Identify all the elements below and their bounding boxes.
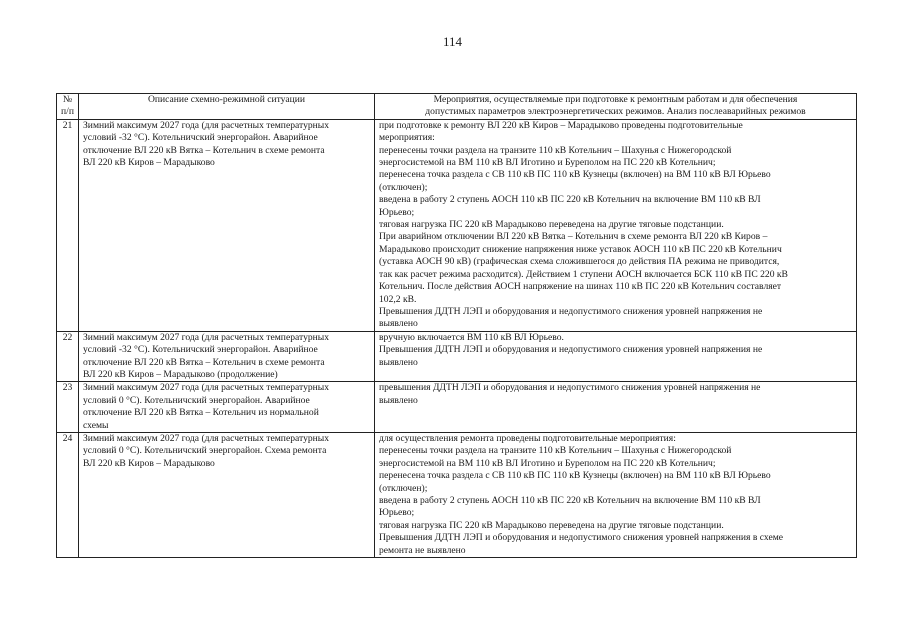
table-row	[57, 432, 857, 557]
header-description	[79, 94, 375, 120]
row-description-line: отключение ВЛ 220 кВ Вятка – Котельнич в схеме ремонта	[83, 356, 325, 368]
row-measures-line: тяговая нагрузка ПС 220 кВ Марадыково переведена на другие тяговые подстанции.	[379, 219, 724, 231]
table-row	[57, 331, 857, 382]
row-number: 23	[57, 382, 79, 433]
row-description	[79, 382, 375, 433]
row-measures-line: выявлено	[379, 394, 418, 406]
header-num-line: №	[62, 94, 73, 105]
row-measures-line: так как расчет режима расходится). Действием 1 ступени АОСН включается БСК 110 кВ ПС 220 кВ	[379, 268, 788, 280]
row-measures-line: энергосистемой на ВМ 110 кВ ВЛ Иготино и Буреполом на ПС 220 кВ Котельнич;	[379, 457, 716, 469]
table-row	[57, 119, 857, 331]
row-measures-line: Юрьево;	[379, 507, 415, 519]
row-measures-line: (отключен);	[379, 181, 428, 193]
row-measures-line: Превышения ДДТН ЛЭП и оборудования и недопустимого снижения уровней напряжения не	[379, 305, 763, 317]
header-num-line: п/п	[61, 106, 74, 118]
row-measures	[375, 119, 857, 331]
row-measures-line: ремонта не выявлено	[379, 544, 466, 556]
row-description-line: ВЛ 220 кВ Киров – Марадыково	[83, 457, 215, 469]
row-description-line: условий -32 °С). Котельничский энергорайон. Аварийное	[83, 132, 318, 144]
row-measures	[375, 331, 857, 382]
row-measures-line: тяговая нагрузка ПС 220 кВ Марадыково переведена на другие тяговые подстанции.	[379, 519, 724, 531]
row-measures	[375, 382, 857, 433]
row-description-line: условий 0 °С). Котельничский энергорайон. Схема ремонта	[83, 445, 327, 457]
header-description-line: Описание схемно-режимной ситуации	[147, 94, 306, 105]
row-measures-line: (отключен);	[379, 482, 428, 494]
row-description-line: Зимний максимум 2027 года (для расчетных температурных	[83, 119, 330, 131]
row-description-line: ВЛ 220 кВ Киров – Марадыково (продолжение)	[83, 368, 278, 380]
table-header-row	[57, 94, 857, 120]
row-measures-line: введена в работу 2 ступень АОСН 110 кВ ПС 220 кВ Котельнич на включение ВМ 110 кВ ВЛ	[379, 495, 761, 506]
row-measures-line: превышения ДДТН ЛЭП и оборудования и недопустимого снижения уровней напряжения не	[379, 382, 761, 394]
row-measures-line: мероприятия:	[379, 132, 435, 144]
row-measures-line: Превышения ДДТН ЛЭП и оборудования и недопустимого снижения уровней напряжения не	[379, 344, 763, 356]
row-measures-line: вручную включается ВМ 110 кВ ВЛ Юрьево.	[379, 331, 564, 343]
row-description-line: отключение ВЛ 220 кВ Вятка – Котельнич из нормальной	[83, 407, 319, 419]
row-measures-line: перенесена точка раздела с СВ 110 кВ ПС 110 кВ Кузнецы (включен) на ВМ 110 кВ ВЛ Юрьево	[379, 470, 771, 482]
row-description	[79, 119, 375, 331]
row-measures-line: перенесены точки раздела на транзите 110 кВ Котельнич – Шахунья с Нижегородской	[379, 144, 732, 156]
row-measures-line: выявлено	[379, 318, 418, 330]
row-description-line: схемы	[83, 419, 109, 431]
row-description-line: отключение ВЛ 220 кВ Вятка – Котельнич в схеме ремонта	[83, 144, 325, 156]
row-measures-line: Превышения ДДТН ЛЭП и оборудования и недопустимого снижения уровней напряжения в схеме	[379, 532, 784, 544]
row-measures-line: перенесены точки раздела на транзите 110 кВ Котельнич – Шахунья с Нижегородской	[379, 445, 732, 457]
header-measures-line: Мероприятия, осуществляемые при подготовке к ремонтным работам и для обеспечения	[433, 94, 798, 105]
row-description-line: Зимний максимум 2027 года (для расчетных температурных	[83, 432, 330, 444]
contingency-table	[56, 93, 857, 558]
row-description	[79, 432, 375, 557]
row-measures-line: 102,2 кВ.	[379, 293, 417, 305]
row-description-line: Зимний максимум 2027 года (для расчетных температурных	[83, 331, 330, 343]
row-measures	[375, 432, 857, 557]
row-measures-line: Марадыково происходит снижение напряжения ниже уставок АОСН 110 кВ ПС 220 кВ Котельнич	[379, 243, 782, 255]
row-description-line: ВЛ 220 кВ Киров – Марадыково	[83, 157, 215, 169]
table-row	[57, 382, 857, 433]
header-measures	[375, 94, 857, 120]
row-measures-line: (уставка АОСН 90 кВ) (графическая схема сложившегося до действия ПА режима не приводится,	[379, 256, 780, 268]
row-description	[79, 331, 375, 382]
row-number: 21	[57, 119, 79, 331]
row-description-line: условий -32 °С). Котельничский энергорайон. Аварийное	[83, 344, 318, 356]
header-num	[57, 94, 79, 120]
row-measures-line: для осуществления ремонта проведены подготовительные мероприятия:	[379, 432, 676, 444]
row-description-line: Зимний максимум 2027 года (для расчетных температурных	[83, 382, 330, 394]
row-measures-line: выявлено	[379, 356, 418, 368]
table-body	[57, 119, 857, 557]
row-measures-line: Котельнич. После действия АОСН напряжение на шинах 110 кВ ПС 220 кВ Котельнич составляет	[379, 281, 782, 293]
row-measures-line: введена в работу 2 ступень АОСН 110 кВ ПС 220 кВ Котельнич на включение ВМ 110 кВ ВЛ	[379, 194, 761, 206]
row-number: 24	[57, 432, 79, 557]
row-measures-line: энергосистемой на ВМ 110 кВ ВЛ Иготино и Буреполом на ПС 220 кВ Котельнич;	[379, 157, 716, 169]
row-measures-line: перенесена точка раздела с СВ 110 кВ ПС 110 кВ Кузнецы (включен) на ВМ 110 кВ ВЛ Юрьево	[379, 169, 771, 181]
page-number: 114	[442, 34, 463, 49]
header-measures-line: допустимых параметров электроэнергетических режимов. Анализ послеаварийных режимов	[425, 106, 806, 118]
row-description-line: условий 0 °С). Котельничский энергорайон. Аварийное	[83, 394, 310, 406]
row-measures-line: при подготовке к ремонту ВЛ 220 кВ Киров – Марадыково проведены подготовительные	[379, 119, 743, 131]
row-number: 22	[57, 331, 79, 382]
row-measures-line: При аварийном отключении ВЛ 220 кВ Вятка – Котельнич в схеме ремонта ВЛ 220 кВ Киров –	[379, 231, 768, 243]
row-measures-line: Юрьево;	[379, 206, 415, 218]
